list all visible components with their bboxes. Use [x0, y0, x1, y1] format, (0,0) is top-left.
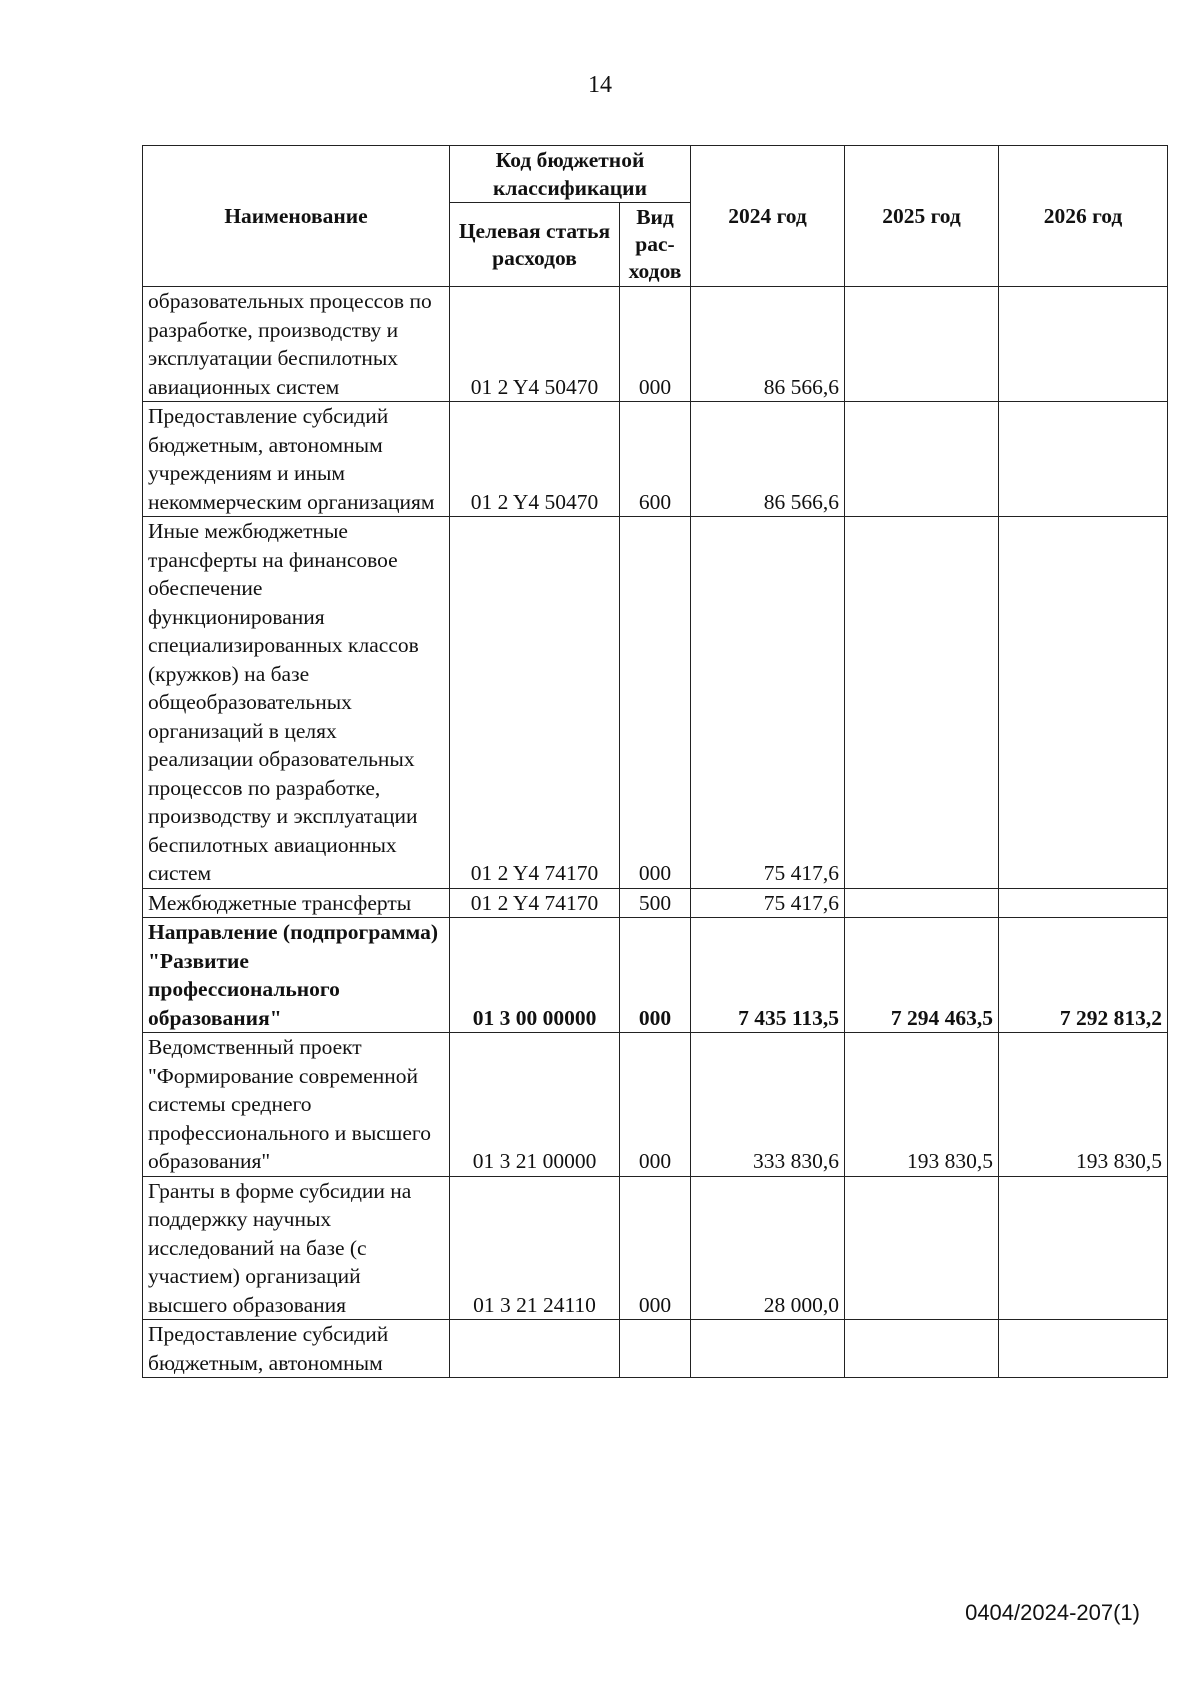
table-body [143, 287, 1168, 1378]
row-2025 [845, 888, 999, 918]
header-2026: 2026 год [999, 146, 1168, 287]
document-number: 0404/2024-207(1) [965, 1600, 1140, 1625]
row-kind: 000 [620, 1033, 691, 1177]
row-2024 [691, 1320, 845, 1378]
table-header [143, 146, 1168, 287]
row-name: Иные межбюджетные трансферты на финансовое обеспечение функционирования специализированных классов (кружков) на базе общеобразовательных организаций в целях реализации образовательных процессов по разработке, производству и эксплуатации беспилотных авиационных систем [143, 517, 450, 889]
row-code: 01 2 Y4 74170 [450, 517, 620, 889]
row-name: Гранты в форме субсидии на поддержку научных исследований на базе (с участием) организаций высшего образования [143, 1176, 450, 1320]
row-2026 [999, 287, 1168, 402]
row-name: Межбюджетные трансферты [143, 888, 450, 918]
row-name: образовательных процессов по разработке, производству и эксплуатации беспилотных авиационных систем [143, 287, 450, 402]
row-2024: 28 000,0 [691, 1176, 845, 1320]
row-kind: 600 [620, 402, 691, 517]
row-kind: 000 [620, 517, 691, 889]
page-number: 14 [588, 72, 612, 98]
row-2026 [999, 1320, 1168, 1378]
row-kind [620, 1320, 691, 1378]
table-row-subprogram [143, 918, 1168, 1033]
table-row [143, 888, 1168, 918]
row-2025: 193 830,5 [845, 1033, 999, 1177]
row-2026 [999, 1176, 1168, 1320]
row-2024: 75 417,6 [691, 888, 845, 918]
row-2024: 75 417,6 [691, 517, 845, 889]
row-code [450, 1320, 620, 1378]
row-kind: 000 [620, 287, 691, 402]
header-2025: 2025 год [845, 146, 999, 287]
header-2024: 2024 год [691, 146, 845, 287]
row-name: Ведомственный проект "Формирование современной системы среднего профессионального и высшего образования" [143, 1033, 450, 1177]
table-row [143, 402, 1168, 517]
table-row [143, 1320, 1168, 1378]
row-2025: 7 294 463,5 [845, 918, 999, 1033]
budget-table [142, 145, 1168, 1378]
row-code: 01 2 Y4 50470 [450, 402, 620, 517]
table-row [143, 1176, 1168, 1320]
row-2025 [845, 517, 999, 889]
header-target-article: Целевая статья расходов [450, 203, 620, 287]
row-2024: 7 435 113,5 [691, 918, 845, 1033]
row-2024: 86 566,6 [691, 402, 845, 517]
row-2025 [845, 1176, 999, 1320]
row-code: 01 2 Y4 74170 [450, 888, 620, 918]
row-code: 01 3 21 24110 [450, 1176, 620, 1320]
row-2024: 86 566,6 [691, 287, 845, 402]
row-code: 01 3 00 00000 [450, 918, 620, 1033]
row-code: 01 2 Y4 50470 [450, 287, 620, 402]
row-kind: 000 [620, 1176, 691, 1320]
table-row [143, 1033, 1168, 1177]
row-2025 [845, 402, 999, 517]
row-name: Предоставление субсидий бюджетным, автономным учреждениям и иным некоммерческим организациям [143, 402, 450, 517]
table-row [143, 287, 1168, 402]
row-code: 01 3 21 00000 [450, 1033, 620, 1177]
header-name: Наименование [143, 146, 450, 287]
row-2024: 333 830,6 [691, 1033, 845, 1177]
row-kind: 000 [620, 918, 691, 1033]
row-2026: 193 830,5 [999, 1033, 1168, 1177]
row-2026 [999, 517, 1168, 889]
row-2026 [999, 888, 1168, 918]
row-kind: 500 [620, 888, 691, 918]
row-2026 [999, 402, 1168, 517]
header-code-group: Код бюджетной классификации [450, 146, 691, 203]
row-name: Предоставление субсидий бюджетным, автономным [143, 1320, 450, 1378]
row-2025 [845, 287, 999, 402]
row-2025 [845, 1320, 999, 1378]
table-row [143, 517, 1168, 889]
row-2026: 7 292 813,2 [999, 918, 1168, 1033]
row-name: Направление (подпрограмма) "Развитие профессионального образования" [143, 918, 450, 1033]
header-expense-kind: Вид рас-ходов [620, 203, 691, 287]
